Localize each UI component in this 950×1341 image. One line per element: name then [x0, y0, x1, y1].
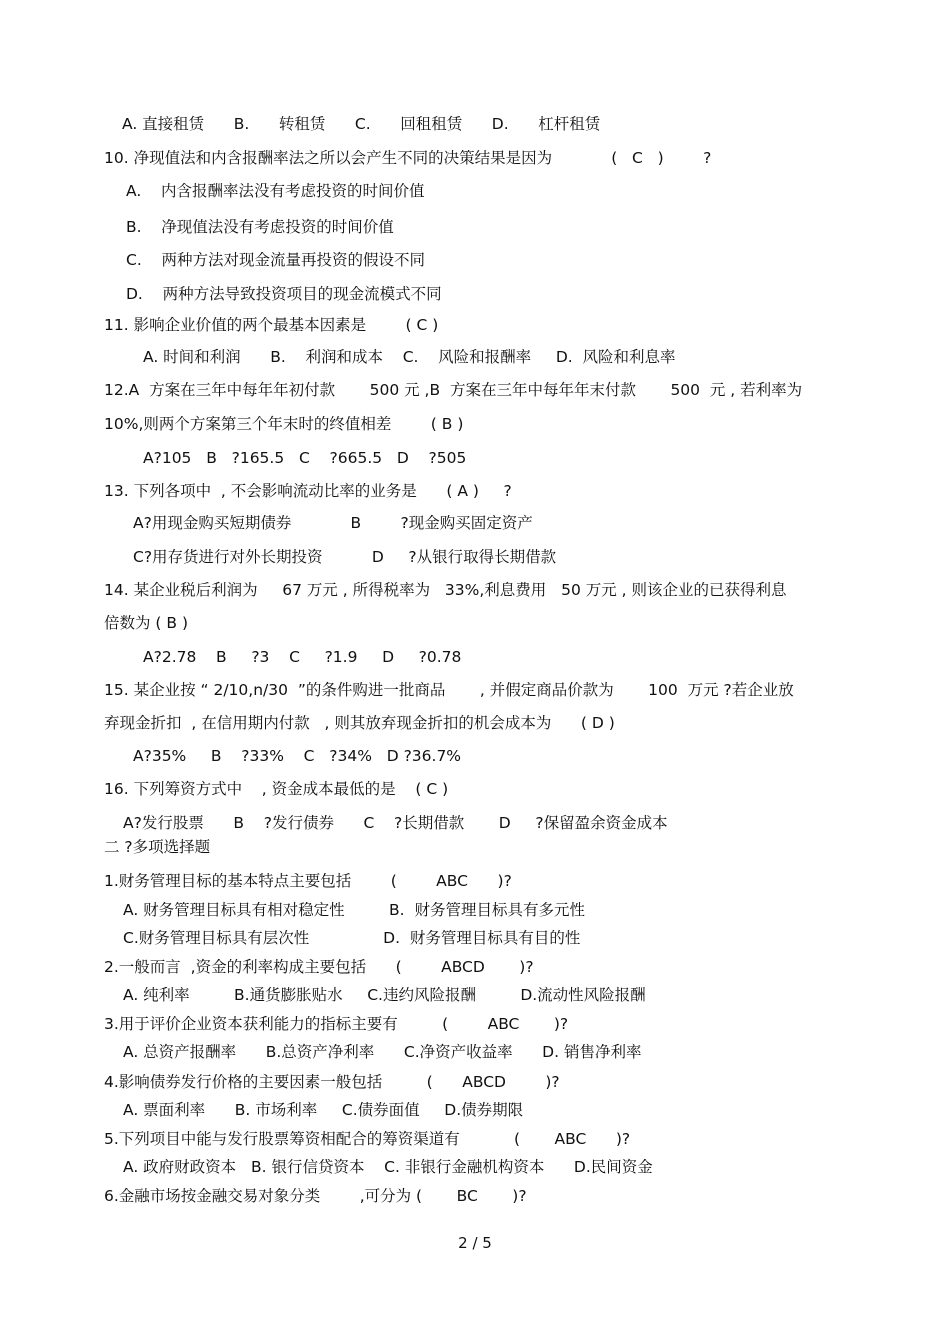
- mc-question-4: 4.影响债券发行价格的主要因素一般包括 ( ABCD )?: [104, 1073, 560, 1091]
- mc-options-1-ab: A. 财务管理目标具有相对稳定性 B. 财务管理目标具有多元性: [123, 901, 585, 919]
- mc-question-2: 2.一般而言 ,资金的利率构成主要包括 ( ABCD )?: [104, 958, 534, 976]
- question-15-line1: 15. 某企业按 “ 2/10,n/30 ”的条件购进一批商品 , 并假定商品价款为 100 万元 ?若企业放: [104, 681, 794, 699]
- question-16: 16. 下列筹资方式中 , 资金成本最低的是 ( C ): [104, 780, 449, 798]
- mc-options-4: A. 票面利率 B. 市场利率 C.债券面值 D.债券期限: [123, 1101, 524, 1119]
- mc-options-2: A. 纯利率 B.通货膨胀贴水 C.违约风险报酬 D.流动性风险报酬: [123, 986, 646, 1004]
- page-number: 2 / 5: [458, 1234, 492, 1252]
- question-12-line2: 10%,则两个方案第三个年末时的终值相差 ( B ): [104, 415, 464, 433]
- question-10: 10. 净现值法和内含报酬率法之所以会产生不同的决策结果是因为 ( C ) ?: [104, 149, 712, 167]
- options-11: A. 时间和利润 B. 利润和成本 C. 风险和报酬率 D. 风险和利息率: [143, 348, 676, 366]
- options-16: A?发行股票 B ?发行债券 C ?长期借款 D ?保留盈余资金成本: [123, 814, 668, 832]
- question-15-line2: 弃现金折扣 , 在信用期内付款 , 则其放弃现金折扣的机会成本为 ( D ): [104, 714, 615, 732]
- mc-options-3: A. 总资产报酬率 B.总资产净利率 C.净资产收益率 D. 销售净利率: [123, 1043, 642, 1061]
- section-heading-multiple-choice: 二 ?多项选择题: [104, 838, 211, 856]
- question-12-line1: 12.A 方案在三年中每年年初付款 500 元 ,B 方案在三年中每年年末付款 500 元 , 若利率为: [104, 381, 803, 399]
- question-11: 11. 影响企业价值的两个最基本因素是 ( C ): [104, 316, 439, 334]
- mc-options-5: A. 政府财政资本 B. 银行信贷资本 C. 非银行金融机构资本 D.民间资金: [123, 1158, 653, 1176]
- mc-question-3: 3.用于评价企业资本获利能力的指标主要有 ( ABC )?: [104, 1015, 569, 1033]
- question-13: 13. 下列各项中 , 不会影响流动比率的业务是 ( A ) ?: [104, 482, 512, 500]
- option-10d: D. 两种方法导致投资项目的现金流模式不同: [126, 285, 442, 303]
- question-14-line1: 14. 某企业税后利润为 67 万元 , 所得税率为 33%,利息费用 50 万元 , 则该企业的已获得利息: [104, 581, 787, 599]
- mc-question-6: 6.金融市场按金融交易对象分类 ,可分为 ( BC )?: [104, 1187, 527, 1205]
- options-13-ab: A?用现金购买短期债券 B ?现金购买固定资产: [133, 514, 533, 532]
- mc-question-5: 5.下列项目中能与发行股票筹资相配合的筹资渠道有 ( ABC )?: [104, 1130, 631, 1148]
- question-14-line2: 倍数为 ( B ): [104, 614, 189, 632]
- options-13-cd: C?用存货进行对外长期投资 D ?从银行取得长期借款: [133, 548, 557, 566]
- option-line-q9: A. 直接租赁 B. 转租赁 C. 回租租赁 D. 杠杆租赁: [122, 115, 601, 133]
- mc-question-1: 1.财务管理目标的基本特点主要包括 ( ABC )?: [104, 872, 512, 890]
- options-12: A?105 B ?165.5 C ?665.5 D ?505: [143, 449, 467, 467]
- options-14: A?2.78 B ?3 C ?1.9 D ?0.78: [143, 648, 462, 666]
- option-10b: B. 净现值法没有考虑投资的时间价值: [126, 218, 394, 236]
- option-10c: C. 两种方法对现金流量再投资的假设不同: [126, 251, 425, 269]
- options-15: A?35% B ?33% C ?34% D ?36.7%: [133, 747, 462, 765]
- mc-options-1-cd: C.财务管理目标具有层次性 D. 财务管理目标具有目的性: [123, 929, 581, 947]
- option-10a: A. 内含报酬率法没有考虑投资的时间价值: [126, 182, 425, 200]
